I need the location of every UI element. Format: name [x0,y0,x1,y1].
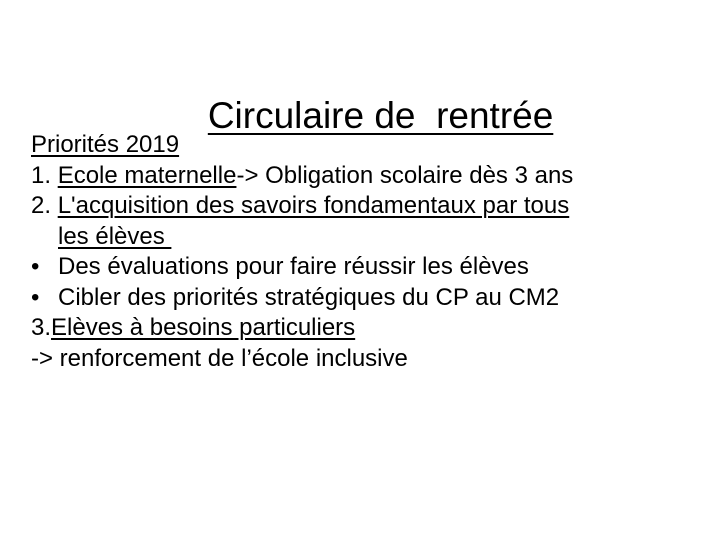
bullet-item-1 [31,252,701,283]
item-2-link[interactable]: L'acquisition des savoirs fondamentaux par tous [57,192,570,219]
bullet-icon: • [31,283,40,311]
bullet-icon: • [31,253,40,280]
item-3 [31,313,701,344]
closing-text: -> renforcement de l’école inclusive [31,344,408,372]
slide-body [31,130,701,374]
bullet-item-2 [31,283,701,314]
item-3-number: 3. [31,314,52,341]
item-1-text: -> Obligation scolaire dès 3 ans [236,161,574,189]
heading-line [31,130,701,161]
bullet-text-1: Des évaluations pour faire réussir les élèves [58,253,529,280]
item-2-continuation [31,222,701,253]
item-3-link[interactable]: Elèves à besoins particuliers [51,314,356,341]
closing-line [31,344,701,375]
priorities-heading: Priorités 2019 [31,131,180,158]
item-1 [31,161,701,192]
item-2-number: 2. [31,192,58,219]
item-2-link-continued[interactable]: les élèves [58,222,172,250]
item-1-number: 1. [31,161,58,189]
item-1-link[interactable]: Ecole maternelle [57,161,237,189]
item-2 [31,191,701,222]
bullet-text-2: Cibler des priorités stratégiques du CP au CM2 [58,283,560,311]
slide-title-text: Circulaire de rentrée [207,95,554,136]
